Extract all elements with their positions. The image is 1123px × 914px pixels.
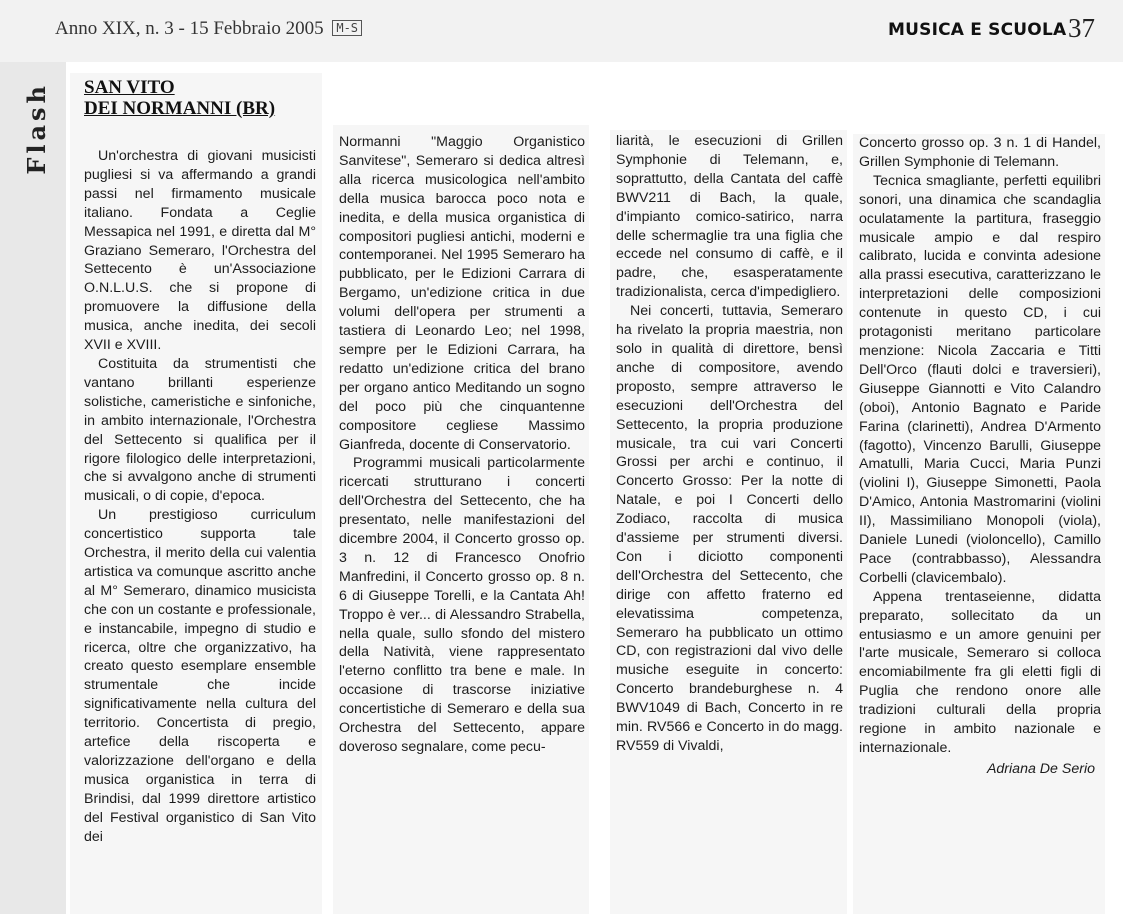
headline-line-1: SAN VITO	[84, 77, 175, 98]
headline-line-2: DEI NORMANNI (BR)	[84, 98, 276, 119]
paragraph: Un'orchestra di giovani musicisti pugliesi si va affermando a grandi passi nel firmamento musicale italiano. Fondata a Ceglie Messapica nel 1991, e diretta dal M° Graziano Semeraro, l'Orchestra del Settecento è un'Associazione O.N.L.U.S. che si propone di promuovere la diffusione della musica, anche inedita, dei secoli XVII e XVIII.	[84, 148, 316, 354]
paragraph: Concerto grosso op. 3 n. 1 di Handel, Grillen Symphonie di Telemann.	[859, 135, 1101, 170]
paragraph: Normanni "Maggio Organistico Sanvitese", Semeraro si dedica altresì alla ricerca musicologica nell'ambito della musica barocca poco nota e inedita, e della musica organistica di compositori pugliesi antichi, moderni e contemporanei. Nel 1995 Semeraro ha pubblicato, per le Edizioni Carrara di Bergamo, un'edizione critica in due volumi dell'opera per strumenti a tastiera di Leonardo Leo; nel 1998, sempre per le Edizioni Carrara, ha redatto un'edizione critica del brano per organo antico Meditando un sogno del poco più che cinquantenne compositore cegliese Massimo Gianfreda, docente di Conservatorio.	[339, 134, 585, 453]
paragraph: Costituita da strumentisti che vantano brillanti esperienze solistiche, cameristiche e sinfoniche, in ambito internazionale, l'Orchestra del Settecento si qualifica per il rigore filologico delle interpretazioni, che si avvalgono anche di strumenti musicali, o di copie, d'epoca.	[84, 355, 316, 505]
article-column-3	[610, 130, 847, 914]
paragraph: Nei concerti, tuttavia, Semeraro ha rivelato la propria maestria, non solo in qualità di direttore, bensì anche di compositore, avendo proposto, sempre attraverso le esecuzioni dell'Orchestra del Settecento, la propria produzione musicale, tra cui vari Concerti Grossi per archi e continuo, il Concerto Grosso: Per la notte di Natale, e poi I Concerti dello Zodiaco, raccolta di musica d'assieme per strumenti diversi. Con i diciotto componenti dell'Orchestra del Settecento, che dirige con affetto fraterno ed elevatissima competenza, Semeraro ha pubblicato un ottimo CD, con registrazioni dal vivo delle musiche eseguite in concerto: Concerto brandeburghese n. 4 BWV1049 di Bach, Concerto in re min. RV566 e Concerto in do magg. RV559 di Vivaldi,	[616, 303, 843, 754]
issue-text: Anno XIX, n. 3 - 15 Febbraio 2005	[55, 18, 324, 39]
article-column-4	[853, 134, 1105, 914]
page-number: 37	[1068, 13, 1095, 43]
article-column-2	[333, 125, 589, 914]
paragraph: Tecnica smagliante, perfetti equilibri sonori, una dinamica che scandaglia oculatamente la partitura, fraseggio musicale ampio e dal respiro calibrato, lucida e convinta adesione alla prassi esecutiva, caratterizzano le interpretazioni delle composizioni contenute in questo CD, i cui protagonisti meritano particolare menzione: Nicola Zaccaria e Titti Dell'Orco (flauti dolci e traversieri), Giuseppe Giannotti e Vito Calandro (oboi), Antonio Bagnato e Paride Farina (clarinetti), Andrea D'Armento (fagotto), Vincenzo Barulli, Giuseppe Amatulli, Maria Cucci, Maria Punzi (violini I), Giuseppe Simonetti, Paola D'Amico, Antonia Mastromarini (violini II), Massimiliano Monopoli (viola), Daniele Lunedi (violoncello), Camillo Pace (contrabbasso), Alessandra Corbelli (clavicembalo).	[859, 172, 1101, 586]
magazine-logo-icon: M-S	[332, 20, 362, 36]
article-headline	[84, 77, 275, 119]
section-label: Flash	[22, 82, 51, 175]
column-1-text	[84, 147, 316, 847]
issue-line	[55, 18, 362, 40]
column-3-text	[616, 132, 843, 756]
magazine-name: MUSICA E SCUOLA	[888, 20, 1067, 40]
paragraph: Programmi musicali particolarmente ricercati strutturano i concerti dell'Orchestra del Settecento, che ha presentato, nelle manifestazioni del dicembre 2004, il Concerto grosso op. 3 n. 12 di Francesco Onofrio Manfredini, il Concerto grosso op. 8 n. 6 di Giuseppe Torelli, e la Cantata Ah! Troppo è ver... di Alessandro Strabella, nella quale, sullo sfondo del mistero della Natività, viene rappresentato l'eterno conflitto tra bene e male. In occasione di trascorse iniziative concertistiche di Semeraro e della sua Orchestra del Settecento, appare doveroso segnalare, come pecu-	[339, 455, 585, 755]
paragraph: liarità, le esecuzioni di Grillen Symphonie di Telemann, e, soprattutto, della Cantata del caffè BWV211 di Bach, la quale, d'impianto comico-satirico, narra delle schermaglie tra una figlia che eccede nel consumo di caffè, e il padre, che, esasperatamente tradizionalista, cerca d'impedigliero.	[616, 133, 843, 301]
column-2-text	[339, 133, 585, 757]
column-4-text	[859, 134, 1101, 779]
author-signature: Adriana De Serio	[986, 760, 1095, 777]
paragraph: Un prestigioso curriculum concertistico supporta tale Orchestra, il merito della cui valentia artistica va comunque ascritto anche al M° Semeraro, dinamico musicista che con un costante e professionale, e instancabile, impegno di studio e ricerca, oltre che organizzativo, ha creato questo esemplare ensemble strumentale che incide significativamente nella cultura del territorio. Concertista di pregio, artefice della riscoperta e valorizzazione dell'organo e della musica organistica in terra di Brindisi, dal 1999 direttore artistico del Festival organistico di San Vito dei	[84, 507, 316, 845]
side-stripe	[0, 62, 66, 914]
article-column-1	[70, 73, 322, 914]
paragraph: Appena trentaseienne, didatta preparato, sollecitato da un entusiasmo e un amore genuini per l'arte musicale, Semeraro si colloca encomiabilmente fra gli eletti figli di Puglia che rendono onore alle tradizioni culturali della propria regione in ambito nazionale e internazionale.	[859, 588, 1101, 756]
